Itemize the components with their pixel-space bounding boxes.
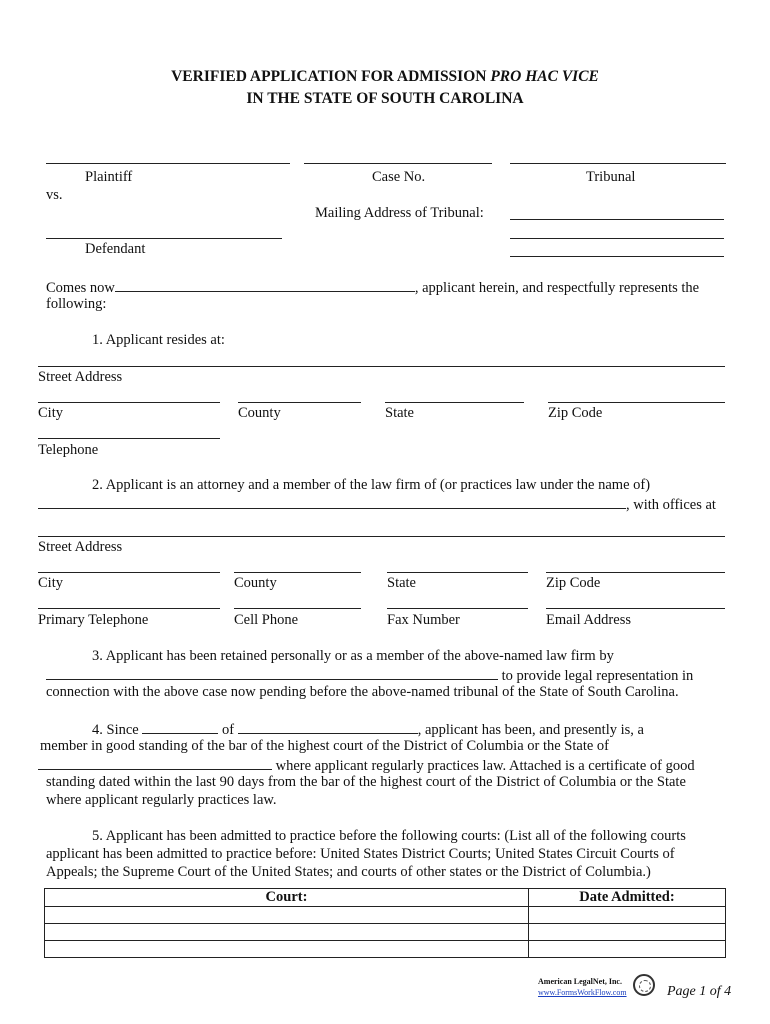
item1-city-label: City	[38, 405, 63, 421]
case-no-line[interactable]	[304, 163, 492, 164]
item1-telephone-line[interactable]	[38, 438, 220, 439]
mailing-address-label: Mailing Address of Tribunal:	[315, 205, 484, 221]
item2-text: 2. Applicant is an attorney and a member of the law firm of (or practices law under the name of)	[92, 477, 651, 493]
with-offices-label: , with offices at	[626, 497, 716, 513]
document-subtitle: IN THE STATE OF SOUTH CAROLINA	[246, 90, 524, 107]
table-row	[45, 924, 726, 941]
mailing-address-line-2[interactable]	[510, 238, 724, 239]
retained-by-field[interactable]	[46, 666, 498, 680]
since-label: 4. Since	[92, 722, 139, 738]
item2-zip-label: Zip Code	[546, 575, 601, 591]
primary-telephone-line[interactable]	[38, 608, 220, 609]
following-label: following:	[46, 296, 107, 312]
versus-label: vs.	[46, 187, 63, 203]
item1-county-label: County	[238, 405, 281, 421]
item1-zip-label: Zip Code	[548, 405, 603, 421]
fax-number-line[interactable]	[387, 608, 528, 609]
item2-county-label: County	[234, 575, 277, 591]
item2-street-label: Street Address	[38, 539, 123, 555]
mailing-address-line-1[interactable]	[510, 219, 724, 220]
item2-zip-line[interactable]	[546, 572, 725, 573]
page-number: Page 1 of 4	[667, 984, 732, 999]
law-firm-name-field[interactable]	[38, 495, 626, 509]
email-address-label: Email Address	[546, 612, 631, 628]
item5-line3: Appeals; the Supreme Court of the United States; and courts of other states or the District of Columbia.)	[46, 864, 651, 880]
tribunal-line[interactable]	[510, 163, 726, 164]
item1-text: 1. Applicant resides at:	[92, 332, 225, 348]
item2-state-line[interactable]	[387, 572, 528, 573]
applicant-name-field[interactable]	[115, 278, 415, 292]
item2-city-line[interactable]	[38, 572, 220, 573]
company-name: American LegalNet, Inc.	[538, 977, 622, 986]
comes-now-line	[46, 278, 699, 297]
defendant-line[interactable]	[46, 238, 282, 239]
table-header-row	[45, 889, 726, 907]
court-cell[interactable]	[45, 907, 529, 924]
item4-line2: member in good standing of the bar of the highest court of the District of Columbia or the State of	[40, 738, 609, 754]
document-title	[0, 68, 770, 86]
plaintiff-label: Plaintiff	[85, 169, 133, 185]
item4-line1	[92, 720, 644, 739]
date-admitted-cell[interactable]	[529, 941, 726, 958]
fax-number-label: Fax Number	[387, 612, 460, 628]
case-no-label: Case No.	[372, 169, 426, 185]
item3-line3: connection with the above case now pending before the above-named tribunal of the State of South Carolina.	[46, 684, 679, 700]
item2-state-label: State	[387, 575, 416, 591]
item4-line3	[38, 756, 695, 775]
comes-now-label: Comes now	[46, 280, 115, 296]
item2-city-label: City	[38, 575, 63, 591]
cell-phone-line[interactable]	[234, 608, 361, 609]
email-address-line[interactable]	[546, 608, 725, 609]
of-label: of	[221, 722, 235, 738]
defendant-label: Defendant	[85, 241, 146, 257]
item5-line2: applicant has been admitted to practice before: United States District Courts; United States Circuit Courts of	[46, 846, 675, 862]
footer-branding	[538, 976, 627, 998]
item2-firm-line	[38, 495, 716, 514]
item1-state-line[interactable]	[385, 402, 524, 403]
item1-street-line[interactable]	[38, 366, 725, 367]
title-line1: VERIFIED APPLICATION FOR ADMISSION	[171, 68, 491, 85]
since-date-field[interactable]	[142, 720, 218, 734]
item4-line5: where applicant regularly practices law.	[46, 792, 277, 808]
practice-state-field[interactable]	[38, 756, 272, 770]
court-cell[interactable]	[45, 924, 529, 941]
cell-phone-label: Cell Phone	[234, 612, 299, 628]
courts-admitted-table	[44, 888, 726, 958]
item2-county-line[interactable]	[234, 572, 361, 573]
item1-street-label: Street Address	[38, 369, 123, 385]
item3-line2	[46, 666, 693, 685]
date-admitted-cell[interactable]	[529, 907, 726, 924]
item3-line2-text: to provide legal representation in	[501, 668, 694, 684]
primary-telephone-label: Primary Telephone	[38, 612, 149, 628]
item1-city-line[interactable]	[38, 402, 220, 403]
item4-line1-end: , applicant has been, and presently is, a	[417, 722, 644, 738]
company-seal-icon	[633, 974, 655, 996]
table-row	[45, 907, 726, 924]
item1-state-label: State	[385, 405, 414, 421]
date-admitted-column-header: Date Admitted:	[529, 889, 726, 907]
plaintiff-line[interactable]	[46, 163, 290, 164]
item4-line4: standing dated within the last 90 days from the bar of the highest court of the District of Columbia or the State	[46, 774, 686, 790]
item1-telephone-label: Telephone	[38, 442, 99, 458]
item1-zip-line[interactable]	[548, 402, 725, 403]
item4-line3-text: where applicant regularly practices law. Attached is a certificate of good	[275, 758, 695, 774]
comes-now-continuation: , applicant herein, and respectfully represents the	[414, 280, 700, 296]
table-row	[45, 941, 726, 958]
tribunal-label: Tribunal	[586, 169, 636, 185]
item5-line1: 5. Applicant has been admitted to practice before the following courts: (List all of the following courts	[92, 828, 686, 844]
mailing-address-line-3[interactable]	[510, 256, 724, 257]
court-column-header: Court:	[45, 889, 529, 907]
title-italic: PRO HAC VICE	[490, 68, 599, 85]
item3-line1: 3. Applicant has been retained personally or as a member of the above-named law firm by	[92, 648, 614, 664]
item2-street-line[interactable]	[38, 536, 725, 537]
date-admitted-cell[interactable]	[529, 924, 726, 941]
item1-county-line[interactable]	[238, 402, 361, 403]
bar-jurisdiction-field[interactable]	[238, 720, 418, 734]
court-cell[interactable]	[45, 941, 529, 958]
company-url-link[interactable]: www.FormsWorkFlow.com	[538, 988, 627, 997]
